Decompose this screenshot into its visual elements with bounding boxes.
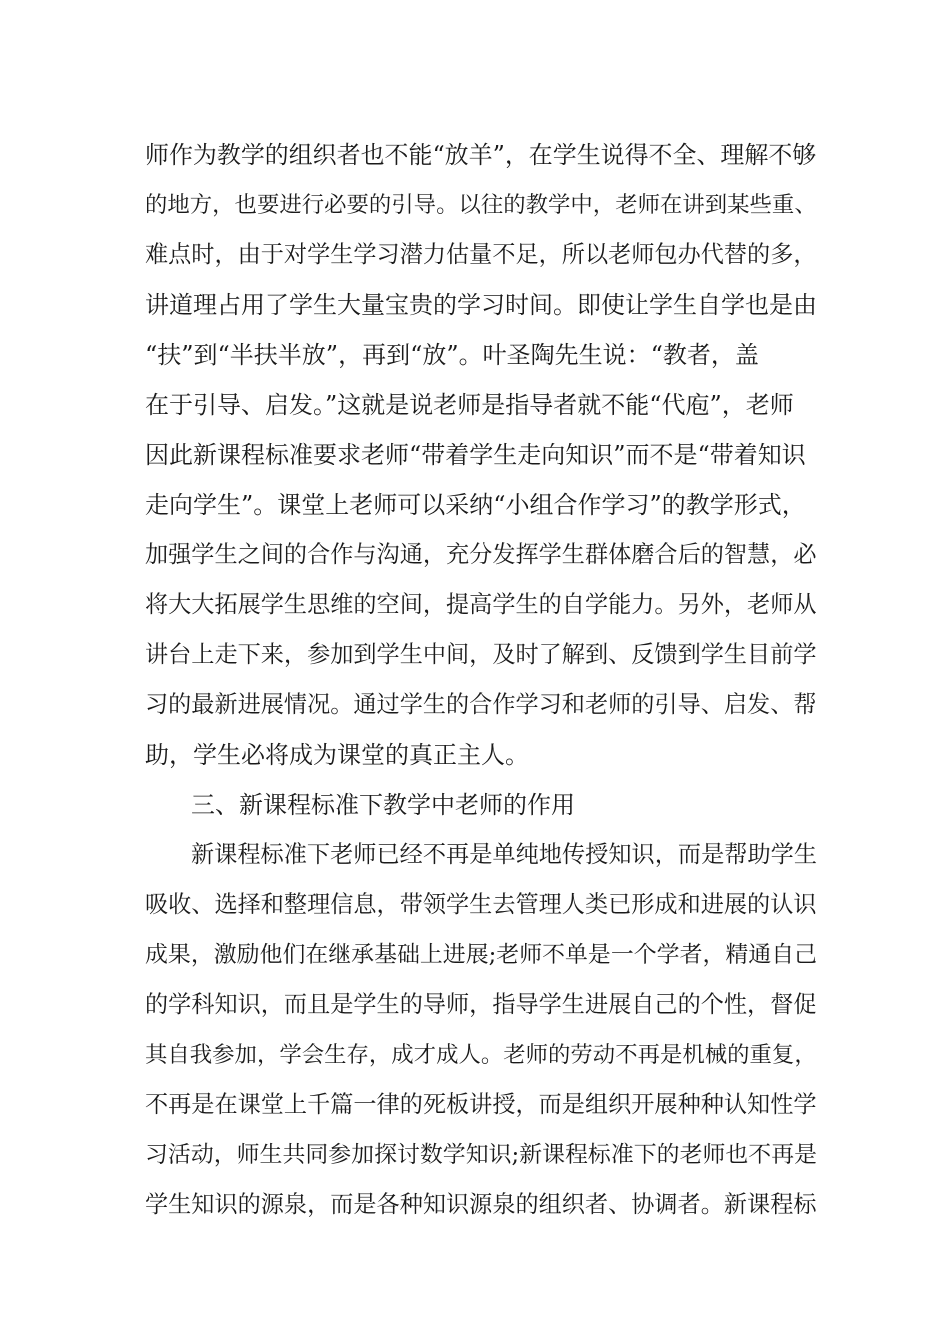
text-line: 加强学生之间的合作与沟通，充分发挥学生群体磨合后的智慧，必 [145, 541, 817, 568]
text-line: 将大大拓展学生思维的空间，提高学生的自学能力。另外，老师从 [145, 591, 817, 618]
text-line: 难点时，由于对学生学习潜力估量不足，所以老师包办代替的多， [145, 241, 817, 268]
text-line: 师作为教学的组织者也不能“放羊”，在学生说得不全、理解不够 [145, 141, 817, 169]
section-heading: 三、新课程标准下教学中老师的作用 [191, 791, 575, 819]
text-line: 走向学生”。课堂上老师可以采纳“小组合作学习”的教学形式， [145, 491, 806, 519]
text-line: 讲道理占用了学生大量宝贵的学习时间。即使让学生自学也是由 [145, 291, 817, 319]
body-text [145, 130, 818, 1230]
text-line: 新课程标准下老师已经不再是单纯地传授知识，而是帮助学生 [191, 841, 818, 868]
text-line: 不再是在课堂上千篇一律的死板讲授，而是组织开展种种认知性学 [145, 1091, 817, 1118]
text-line: 习活动，师生共同参加探讨数学知识;新课程标准下的老师也不再是 [145, 1142, 818, 1168]
text-line: 在于引导、启发。”这就是说老师是指导者就不能“代庖”，老师 [145, 391, 794, 419]
text-line: 的地方，也要进行必要的引导。以往的教学中，老师在讲到某些重、 [145, 192, 817, 218]
text-line: 讲台上走下来，参加到学生中间，及时了解到、反馈到学生目前学 [145, 641, 817, 668]
text-line: 吸收、选择和整理信息，带领学生去管理人类已形成和进展的认识 [145, 891, 817, 918]
text-line: 助，学生必将成为课堂的真正主人。 [145, 741, 529, 769]
text-line: 因此新课程标准要求老师“带着学生走向知识”而不是“带着知识 [145, 441, 806, 469]
text-line: 学生知识的源泉，而是各种知识源泉的组织者、协调者。新课程标 [145, 1191, 817, 1218]
text-line: 的学科知识，而且是学生的导师，指导学生进展自己的个性，督促 [145, 991, 817, 1018]
text-line: 习的最新进展情况。通过学生的合作学习和老师的引导、启发、帮 [145, 691, 817, 718]
text-line: 成果，激励他们在继承基础上进展;老师不单是一个学者，精通自己 [145, 942, 818, 968]
text-line: 其自我参加，学会生存，成才成人。老师的劳动不再是机械的重复， [145, 1042, 817, 1068]
text-line: “扶”到“半扶半放”，再到“放”。叶圣陶先生说：“教者，盖 [145, 341, 759, 369]
